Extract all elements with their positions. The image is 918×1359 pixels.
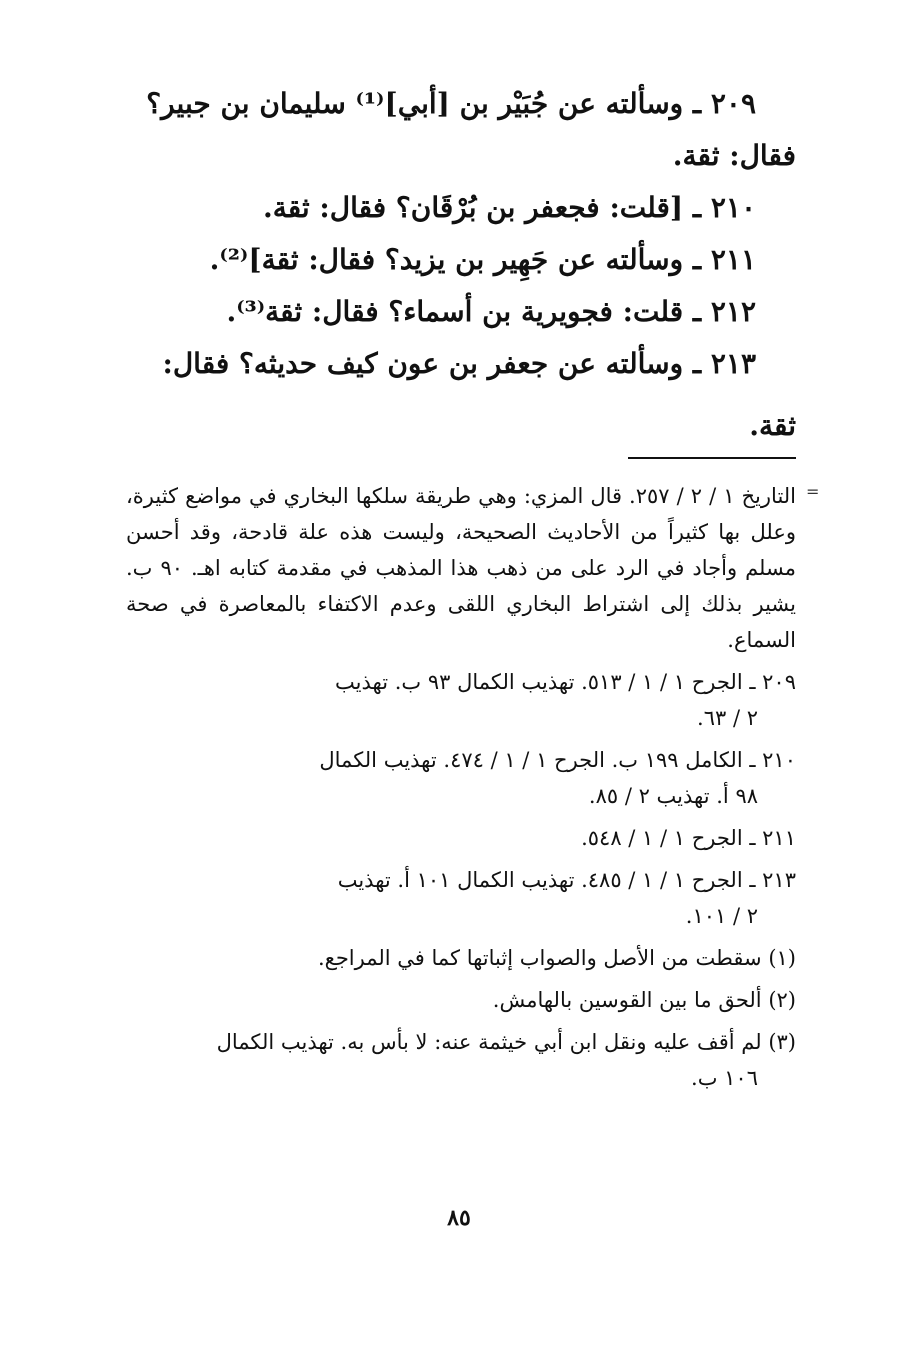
ref-line-cont: ٩٨ أ. تهذيب ٢ / ٨٥. <box>588 784 758 808</box>
page-number: ٨٥ <box>447 1205 471 1231</box>
footnote-separator <box>628 457 796 459</box>
footnote-1 <box>126 940 796 976</box>
entry-209-line1: ٢٠٩ ـ وسألته عن جُبَيْر بن [أبي]⁽¹⁾ سليمان بن جبير؟ <box>146 87 756 120</box>
continued-footnote: التاريخ ١ / ٢ / ٢٥٧. قال المزي: وهي طريقة سلكها البخاري في مواضع كثيرة، وعلل بها كثيراً من الأحاديث الصحيحة، وليست هذه علة قادحة، وقد أحسن مسلم وأجاد في الرد على من ذهب هذا المذهب في مقدمة كتابه اهـ. ٩٠ ب. يشير بذلك إلى اشتراط البخاري اللقى وعدم الاكتفاء بالمعاصرة في صحة السماع. <box>126 484 797 652</box>
footnote-2 <box>126 982 796 1018</box>
entry-211: ٢١١ ـ وسألته عن جَهِير بن يزيد؟ فقال: ثقة]⁽²⁾. <box>209 243 756 276</box>
ref-line: ٢١٠ ـ الكامل ١٩٩ ب. الجرح ١ / ١ / ٤٧٤. تهذيب الكمال <box>319 748 796 772</box>
footnote-text: ألحق ما بين القوسين بالهامش. <box>492 988 762 1012</box>
footnote-number: (٢) <box>768 988 796 1012</box>
footnotes-section <box>126 478 796 1096</box>
entry-213-line2: ثقة. <box>749 409 796 442</box>
ref-line: ٢١٣ ـ الجرح ١ / ١ / ٤٨٥. تهذيب الكمال ١٠١ أ. تهذيب <box>337 868 796 892</box>
footnote-text: لم أقف عليه ونقل ابن أبي خيثمة عنه: لا بأس به. تهذيب الكمال <box>216 1030 762 1054</box>
ref-line-cont: ٢ / ٦٣. <box>697 706 758 730</box>
ref-209 <box>126 664 796 736</box>
footnote-number: (١) <box>768 946 796 970</box>
ref-line-cont: ٢ / ١٠١. <box>685 904 758 928</box>
continuation-mark: = <box>806 482 820 501</box>
entry-213-line1: ٢١٣ ـ وسألته عن جعفر بن عون كيف حديثه؟ فقال: <box>162 347 756 380</box>
ref-213 <box>126 862 796 934</box>
ref-210 <box>126 742 796 814</box>
footnote-text-cont: ١٠٦ ب. <box>691 1066 758 1090</box>
footnote-3 <box>126 1024 796 1096</box>
footnote-text: سقطت من الأصل والصواب إثباتها كما في المراجع. <box>317 946 762 970</box>
ref-line: ٢١١ ـ الجرح ١ / ١ / ٥٤٨. <box>581 826 796 850</box>
footnote-number: (٣) <box>768 1030 796 1054</box>
main-text <box>120 78 796 452</box>
ref-line: ٢٠٩ ـ الجرح ١ / ١ / ٥١٣. تهذيب الكمال ٩٣ ب. تهذيب <box>335 670 796 694</box>
entry-212: ٢١٢ ـ قلت: فجويرية بن أسماء؟ فقال: ثقة⁽³⁾. <box>226 295 756 328</box>
ref-211 <box>126 820 796 856</box>
entry-210: ٢١٠ ـ [قلت: فجعفر بن بُرْقَان؟ فقال: ثقة. <box>262 191 756 224</box>
entry-209-line2: فقال: ثقة. <box>672 139 796 172</box>
